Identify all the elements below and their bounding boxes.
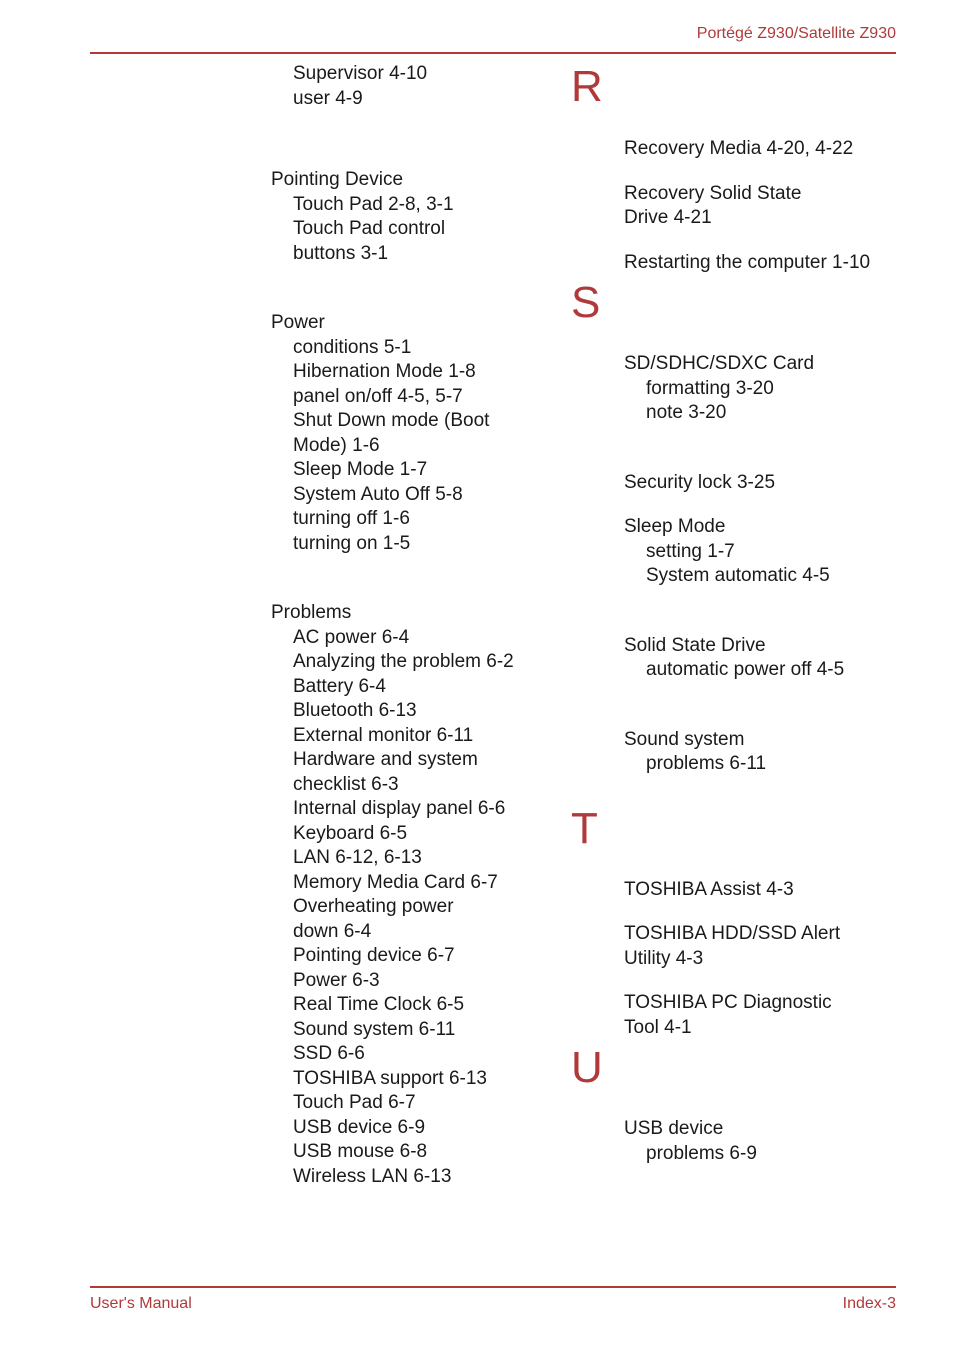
- index-subentry: problems 6-11: [646, 753, 767, 774]
- index-subentry: user 4-9: [293, 87, 363, 109]
- index-subentry: System Auto Off 5-8: [293, 483, 463, 505]
- index-subentry: down 6-4: [293, 920, 372, 942]
- index-subentry: Pointing device 6-7: [293, 945, 455, 966]
- index-entry: TOSHIBA PC Diagnostic: [624, 992, 832, 1013]
- index-entry: Recovery Solid State: [624, 182, 802, 204]
- index-subentry: Supervisor 4-10: [293, 63, 428, 84]
- index-subentry: buttons 3-1: [293, 242, 389, 264]
- index-entry: Restarting the computer 1-10: [624, 251, 871, 273]
- index-subentry: Hibernation Mode 1-8: [293, 361, 476, 382]
- footer-rule: [90, 1286, 896, 1288]
- index-entry: Utility 4-3: [624, 947, 704, 969]
- index-subentry: Touch Pad 2-8, 3-1: [293, 193, 454, 215]
- index-subentry: System automatic 4-5: [646, 565, 830, 586]
- index-subentry: Keyboard 6-5: [293, 822, 408, 844]
- index-subentry: Bluetooth 6-13: [293, 700, 417, 721]
- index-subentry: Sleep Mode 1-7: [293, 459, 428, 480]
- index-subentry: Internal display panel 6-6: [293, 798, 506, 819]
- index-subentry: Memory Media Card 6-7: [293, 871, 498, 893]
- index-entry: Security lock 3-25: [624, 471, 776, 493]
- index-subentry: Touch Pad control: [293, 218, 446, 239]
- index-subentry: turning on 1-5: [293, 532, 411, 554]
- index-subentry: SSD 6-6: [293, 1043, 365, 1064]
- index-column-right: [571, 62, 901, 1166]
- page-header-title: Portégé Z930/Satellite Z930: [696, 25, 896, 42]
- index-subentry: turning off 1-6: [293, 508, 410, 529]
- index-subentry: USB device 6-9: [293, 1116, 426, 1138]
- index-subentry: Real Time Clock 6-5: [293, 994, 465, 1015]
- index-subentry: LAN 6-12, 6-13: [293, 847, 422, 868]
- index-column-left: [271, 62, 551, 1189]
- index-subentry: Shut Down mode (Boot: [293, 410, 490, 431]
- index-entry: Power: [271, 312, 325, 333]
- section-letter: R: [571, 62, 603, 111]
- index-subentry: note 3-20: [646, 402, 727, 423]
- section-letter: S: [571, 278, 601, 327]
- index-entry: SD/SDHC/SDXC Card: [624, 353, 815, 374]
- index-subentry: Sound system 6-11: [293, 1018, 456, 1040]
- index-entry: TOSHIBA Assist 4-3: [624, 878, 794, 900]
- section-letter: U: [571, 1043, 603, 1092]
- index-subentry: Overheating power: [293, 896, 454, 917]
- footer-manual-title: User's Manual: [90, 1295, 192, 1312]
- index-subentry: AC power 6-4: [293, 626, 410, 648]
- section-letter: T: [571, 803, 598, 853]
- index-subentry: problems 6-9: [646, 1142, 757, 1164]
- index-entry: Drive 4-21: [624, 207, 712, 228]
- index-subentry: Wireless LAN 6-13: [293, 1165, 452, 1187]
- index-entry: Pointing Device: [271, 169, 404, 190]
- index-entry: Tool 4-1: [624, 1016, 692, 1038]
- index-subentry: checklist 6-3: [293, 773, 399, 795]
- index-subentry: TOSHIBA support 6-13: [293, 1067, 487, 1089]
- index-subentry: formatting 3-20: [646, 377, 774, 399]
- index-subentry: Mode) 1-6: [293, 434, 380, 456]
- index-entry: Sleep Mode: [624, 516, 726, 537]
- index-subentry: Hardware and system: [293, 749, 478, 770]
- index-entry: Recovery Media 4-20, 4-22: [624, 138, 854, 159]
- index-entry: Solid State Drive: [624, 634, 766, 656]
- index-subentry: Power 6-3: [293, 969, 380, 991]
- index-entry: USB device: [624, 1118, 724, 1139]
- index-subentry: Battery 6-4: [293, 675, 386, 697]
- index-subentry: panel on/off 4-5, 5-7: [293, 385, 463, 407]
- footer-page-number: Index-3: [842, 1295, 896, 1312]
- header-rule: [90, 52, 896, 54]
- index-subentry: Analyzing the problem 6-2: [293, 651, 514, 672]
- index-subentry: conditions 5-1: [293, 336, 412, 358]
- index-subentry: automatic power off 4-5: [646, 659, 845, 680]
- index-subentry: setting 1-7: [646, 540, 735, 562]
- index-subentry: Touch Pad 6-7: [293, 1092, 416, 1113]
- index-subentry: External monitor 6-11: [293, 724, 474, 746]
- index-entry: Sound system: [624, 728, 745, 750]
- index-subentry: USB mouse 6-8: [293, 1141, 428, 1162]
- index-entry: TOSHIBA HDD/SSD Alert: [624, 923, 841, 944]
- index-entry: Problems: [271, 602, 352, 623]
